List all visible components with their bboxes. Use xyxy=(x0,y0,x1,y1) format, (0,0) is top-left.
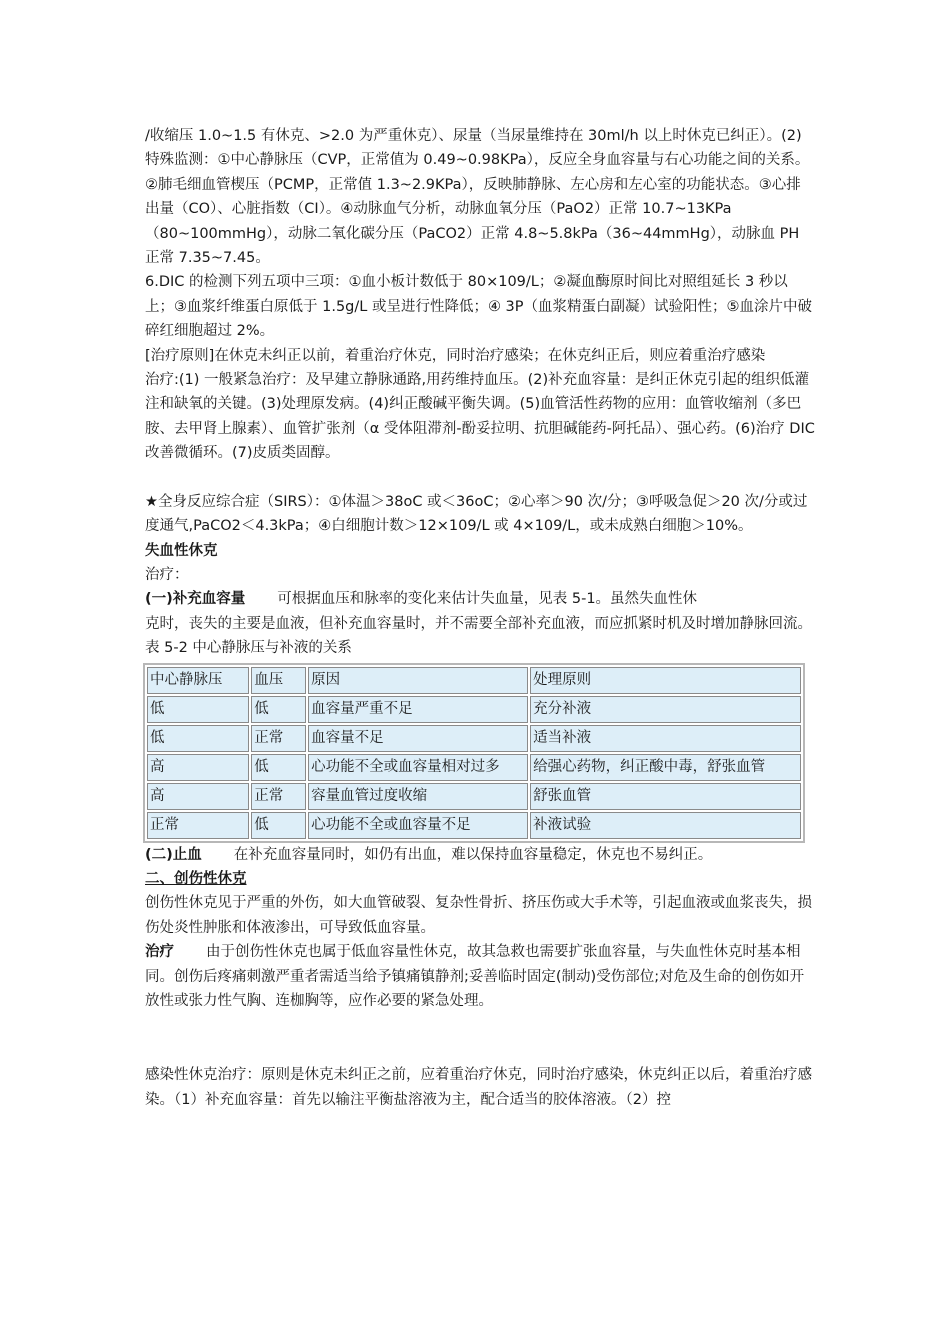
section-hemostasis xyxy=(145,843,815,867)
table-header-cell: 中心静脉压 xyxy=(147,667,249,694)
table-cell: 正常 xyxy=(251,783,306,810)
section-fluid-text-a: 可根据血压和脉率的变化来估计失血量，见表 5-1。虽然失血性休 xyxy=(277,591,698,608)
table-cell: 低 xyxy=(251,812,306,839)
table-row xyxy=(147,725,801,752)
table-cell: 低 xyxy=(147,725,249,752)
treatment-label: 治疗： xyxy=(145,566,189,583)
table-cell: 给强心药物，纠正酸中毒，舒张血管 xyxy=(530,754,801,781)
table-cell: 正常 xyxy=(147,812,249,839)
monitoring-paragraph: /收缩压 1.0~1.5 有休克、>2.0 为严重休克）、尿量（当尿量维持在 30ml/h 以上时休克已纠正）。(2)特殊监测：①中心静脉压（CVP，正常值为 0.49~0.98KPa），反应全身血容量与右心功能之间的关系。②肺毛细血管楔压（PCMP，正常值 1.3~2.9KPa），反映肺静脉、左心房和左心室的功能状态。③心排出量（CO）、心脏指数（CI）。④动脉血气分析，动脉血氧分压（PaO2）正常 10.7~13KPa（80~100mmHg），动脉二氧化碳分压（PaCO2）正常 4.8~5.8kPa（36~44mmHg），动脉血 PH 正常 7.35~7.45。 xyxy=(145,128,810,267)
traumatic-treatment-label: 治疗 xyxy=(145,944,174,961)
table-cell: 高 xyxy=(147,783,249,810)
traumatic-shock-paragraph: 创伤性休克见于严重的外伤，如大血管破裂、复杂性骨折、挤压伤或大手术等，引起血液或血浆丧失，损伤处炎性肿胀和体液渗出，可导致低血容量。 xyxy=(145,895,812,936)
table-cell: 低 xyxy=(251,696,306,723)
table-cell: 血容量严重不足 xyxy=(308,696,528,723)
table-cell: 高 xyxy=(147,754,249,781)
cvp-fluid-table xyxy=(143,663,805,843)
table-row xyxy=(147,696,801,723)
traumatic-treatment-paragraph xyxy=(145,940,815,1013)
table-row xyxy=(147,754,801,781)
table-header-cell: 原因 xyxy=(308,667,528,694)
table-row xyxy=(147,812,801,839)
table-cell: 低 xyxy=(251,754,306,781)
traumatic-shock-heading: 二、创伤性休克 xyxy=(145,870,247,887)
septic-shock-paragraph: 感染性休克治疗：原则是休克未纠正之前，应着重治疗休克，同时治疗感染，休克纠正以后，着重治疗感染。（1）补充血容量：首先以输注平衡盐溶液为主，配合适当的胶体溶液。（2）控 xyxy=(145,1067,812,1108)
document-body xyxy=(145,124,815,1112)
treatment-paragraph: 治疗:(1) 一般紧急治疗：及早建立静脉通路,用药维持血压。(2)补充血容量：是纠正休克引起的组织低灌注和缺氧的关键。(3)处理原发病。(4)纠正酸碱平衡失调。(5)血管活性药物的应用：血管收缩剂（多巴胺、去甲肾上腺素）、血管扩张剂（α 受体阻滞剂-酚妥拉明、抗胆碱能药-阿托品）、强心药。(6)治疗 DIC 改善微循环。(7)皮质类固醇。 xyxy=(145,372,815,462)
table-cell: 正常 xyxy=(251,725,306,752)
section-fluid-title: (一)补充血容量 xyxy=(145,591,246,608)
table-caption: 表 5-2 中心静脉压与补液的关系 xyxy=(145,640,352,657)
section-hemostasis-title: (二)止血 xyxy=(145,846,202,863)
table-cell: 心功能不全或血容量相对过多 xyxy=(308,754,528,781)
table-header-cell: 血压 xyxy=(251,667,306,694)
sirs-paragraph: ★全身反应综合症（SIRS）：①体温＞38oC 或＜36oC；②心率＞90 次/分；③呼吸急促＞20 次/分或过度通气,PaCO2＜4.3kPa；④白细胞计数＞12×109/L 或 4×109/L，或未成熟白细胞＞10%。 xyxy=(145,493,808,535)
section-hemostasis-text: 在补充血容量同时，如仍有出血，难以保持血容量稳定，休克也不易纠正。 xyxy=(233,846,713,863)
treatment-principle-paragraph: [治疗原则]在休克未纠正以前，着重治疗休克，同时治疗感染；在休克纠正后，则应着重治疗感染 xyxy=(145,347,766,364)
table-cell: 补液试验 xyxy=(530,812,801,839)
table-cell: 血容量不足 xyxy=(308,725,528,752)
dic-paragraph: 6.DIC 的检测下列五项中三项：①血小板计数低于 80×109/L；②凝血酶原时间比对照组延长 3 秒以上；③血浆纤维蛋白原低于 1.5g/L 或呈进行性降低；④ 3P（血浆精蛋白副凝）试验阳性；⑤血涂片中破碎红细胞超过 2%。 xyxy=(145,274,813,340)
table-row xyxy=(147,783,801,810)
section-fluid-text-b: 克时，丧失的主要是血液，但补充血容量时，并不需要全部补充血液，而应抓紧时机及时增加静脉回流。 xyxy=(145,615,812,632)
table-cell: 充分补液 xyxy=(530,696,801,723)
table-header-row xyxy=(147,667,801,694)
traumatic-treatment-text: 由于创伤性休克也属于低血容量性休克，故其急救也需要扩张血容量，与失血性休克时基本相同。创伤后疼痛刺激严重者需适当给予镇痛镇静剂;妥善临时固定(制动)受伤部位;对危及生命的创伤如开放性或张力性气胸、连枷胸等，应作必要的紧急处理。 xyxy=(145,944,805,1009)
table-cell: 适当补液 xyxy=(530,725,801,752)
table-cell: 容量血管过度收缩 xyxy=(308,783,528,810)
section-fluid-replacement xyxy=(145,587,815,611)
table-cell: 心功能不全或血容量不足 xyxy=(308,812,528,839)
table-cell: 舒张血管 xyxy=(530,783,801,810)
table-header-cell: 处理原则 xyxy=(530,667,801,694)
table-cell: 低 xyxy=(147,696,249,723)
hemorrhagic-shock-heading: 失血性休克 xyxy=(145,542,218,559)
